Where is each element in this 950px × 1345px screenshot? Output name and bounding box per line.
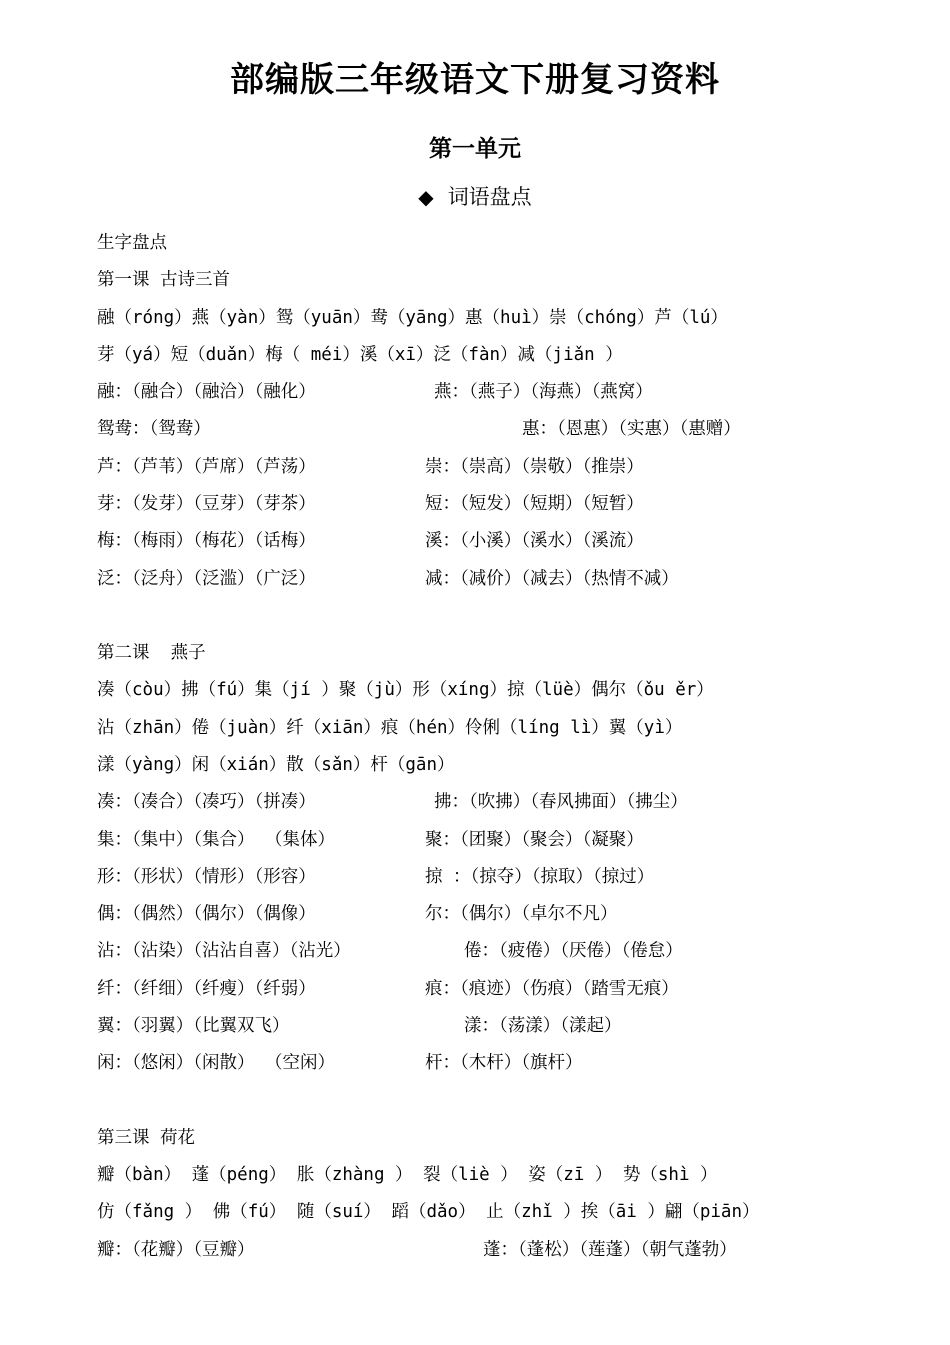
lesson3-pinyin-line2: 仿（fǎng ） 佛（fú） 随（suí） 蹈（dǎo） 止（zhǐ ）挨（āi ）翩（piān） xyxy=(97,1202,760,1222)
lesson2-word-right: 杆：（木杆）（旗杆） xyxy=(425,1053,583,1073)
lesson1-word-right: 燕：（燕子）（海燕）（燕窝） xyxy=(434,382,653,402)
lesson3-word-left: 瓣：（花瓣）（豆瓣） xyxy=(97,1240,255,1260)
lesson2-word-left: 偶：（偶然）（偶尔）（偶像） xyxy=(97,904,316,924)
lesson2-pinyin-line1: 凑（còu）拂（fú）集（jí ）聚（jù）形（xíng）掠（lüè）偶尔（ǒu ěr） xyxy=(97,680,714,700)
subheading: 生字盘点 xyxy=(97,233,167,253)
lesson2-title: 第二课 燕子 xyxy=(97,643,206,663)
lesson2-pinyin-line3: 漾（yàng）闲（xián）散（sǎn）杆（gān） xyxy=(97,755,455,775)
lesson1-word-right: 减：（减价）（减去）（热情不减） xyxy=(425,569,679,589)
section-heading-text: 词语盘点 xyxy=(447,185,532,209)
page-title: 部编版三年级语文下册复习资料 xyxy=(230,60,720,100)
lesson2-word-left: 形：（形状）（情形）（形容） xyxy=(97,867,316,887)
lesson1-pinyin-line2: 芽（yá）短（duǎn）梅（ méi）溪（xī）泛（fàn）减（jiǎn ） xyxy=(97,345,623,365)
lesson2-word-left: 纤：（纤细）（纤瘦）（纤弱） xyxy=(97,979,316,999)
lesson2-word-right: 尔：（偶尔）（卓尔不凡） xyxy=(425,904,618,924)
diamond-bullet-icon: ◆ xyxy=(418,185,434,209)
lesson2-word-left: 集：（集中）（集合） （集体） xyxy=(97,830,336,850)
lesson2-word-right: 痕：（痕迹）（伤痕）（踏雪无痕） xyxy=(425,979,679,999)
lesson2-word-left: 翼：（羽翼）（比翼双飞） xyxy=(97,1016,290,1036)
lesson1-word-left: 泛：（泛舟）（泛滥）（广泛） xyxy=(97,569,316,589)
lesson1-word-right: 惠：（恩惠）（实惠）（惠赠） xyxy=(522,419,741,439)
lesson2-word-right: 漾：（荡漾）（漾起） xyxy=(464,1016,622,1036)
lesson2-word-left: 凑：（凑合）（凑巧）（拼凑） xyxy=(97,792,316,812)
lesson2-word-right: 拂：（吹拂）（春风拂面）（拂尘） xyxy=(434,792,688,812)
lesson1-word-left: 融：（融合）（融洽）（融化） xyxy=(97,382,316,402)
unit-heading: 第一单元 xyxy=(429,136,521,162)
lesson2-word-left: 沾：（沾染）（沾沾自喜）（沾光） xyxy=(97,941,351,961)
lesson1-pinyin-line1: 融（róng）燕（yàn）鸳（yuān）鸯（yāng）惠（huì）崇（chóng）芦（lú） xyxy=(97,308,728,328)
lesson3-word-right: 蓬：（蓬松）（莲蓬）（朝气蓬勃） xyxy=(483,1240,737,1260)
lesson2-word-left: 闲：（悠闲）（闲散） （空闲） xyxy=(97,1053,336,1073)
lesson1-word-right: 溪：（小溪）（溪水）（溪流） xyxy=(425,531,644,551)
lesson1-word-left: 梅：（梅雨）（梅花）（话梅） xyxy=(97,531,316,551)
lesson1-word-left: 芦：（芦苇）（芦席）（芦荡） xyxy=(97,457,316,477)
lesson2-pinyin-line2: 沾（zhān）倦（juàn）纤（xiān）痕（hén）伶俐（líng lì）翼（yì） xyxy=(97,718,683,738)
lesson3-title: 第三课 荷花 xyxy=(97,1128,196,1148)
section-heading xyxy=(0,181,950,211)
lesson1-word-left: 鸳鸯：（鸳鸯） xyxy=(97,419,211,439)
lesson2-word-right: 倦：（疲倦）（厌倦）（倦怠） xyxy=(464,941,683,961)
lesson1-word-right: 崇：（崇高）（崇敬）（推崇） xyxy=(425,457,644,477)
lesson1-title: 第一课 古诗三首 xyxy=(97,270,231,290)
lesson2-word-right: 聚：（团聚）（聚会）（凝聚） xyxy=(425,830,644,850)
lesson1-word-left: 芽：（发芽）（豆芽）（芽茶） xyxy=(97,494,316,514)
lesson1-word-right: 短：（短发）（短期）（短暂） xyxy=(425,494,644,514)
lesson2-word-right: 掠 ：（掠夺）（掠取）（掠过） xyxy=(425,867,655,887)
lesson3-pinyin-line1: 瓣（bàn） 蓬（péng） 胀（zhàng ） 裂（liè ） 姿（zī ） 势（shì ） xyxy=(97,1165,718,1185)
